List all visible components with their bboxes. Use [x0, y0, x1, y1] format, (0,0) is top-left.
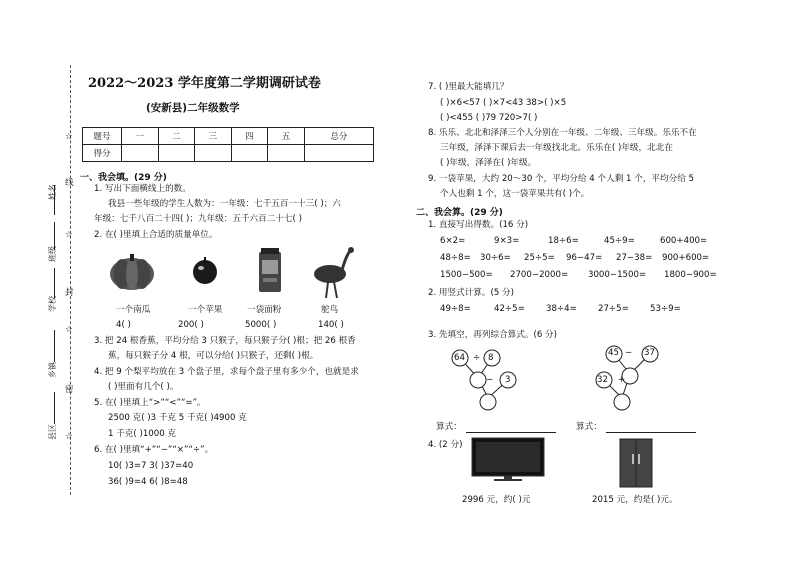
- fridge-image: [618, 438, 654, 488]
- q1-text: 1. 写出下面横线上的数。: [94, 184, 191, 194]
- vertical-1[interactable]: 42÷5=: [494, 304, 525, 314]
- q2-text: 2. 在( )里填上合适的质量单位。: [94, 230, 218, 240]
- score-input-3[interactable]: [195, 145, 232, 162]
- score-cell-3: 三: [195, 128, 232, 145]
- score-cell-total: 总分: [304, 128, 373, 145]
- score-input-4[interactable]: [231, 145, 268, 162]
- item-pumpkin-name: 一个南瓜: [116, 305, 151, 315]
- tree2-c: 32: [597, 375, 608, 385]
- item-apple-value[interactable]: 200( ): [178, 320, 204, 330]
- tree2-op1: −: [625, 348, 633, 358]
- flour-bag-image: [257, 248, 283, 294]
- item-flour-value[interactable]: 5000( ): [245, 320, 277, 330]
- tree2-a: 45: [608, 348, 619, 358]
- q5-text: 5. 在( )里填上“>”“<”“=”。: [94, 398, 206, 408]
- q5-line2: 1 千克( )1000 克: [108, 429, 177, 439]
- school-blank[interactable]: [54, 268, 56, 298]
- calc-0-0[interactable]: 6×2=: [440, 236, 466, 246]
- score-input-5[interactable]: [268, 145, 305, 162]
- q6-line1: 10( )3=7 3( )37=40: [108, 461, 194, 471]
- seal-char-seal: 封: [65, 288, 74, 298]
- q5-line1: 2500 克( )3 千克 5 千克( )4900 克: [108, 413, 247, 423]
- calc-1-3[interactable]: 96−47=: [566, 253, 603, 263]
- score-cell-1: 一: [122, 128, 159, 145]
- q4-line2: ( )里面有几个( )。: [108, 382, 179, 392]
- item-flour-name: 一袋面粉: [247, 305, 282, 315]
- tv-image: [470, 436, 546, 482]
- score-cell-4: 四: [231, 128, 268, 145]
- tree2-op2: +: [618, 375, 626, 385]
- q3-line1: 3. 把 24 根香蕉，平均分给 3 只猴子，每只猴子分( )根；把 26 根香: [94, 336, 356, 346]
- seal-star-3: ☆: [65, 325, 73, 335]
- seal-star-2: ☆: [65, 230, 73, 240]
- calc-2-1[interactable]: 2700−2000=: [510, 270, 569, 280]
- q6-line2: 36( )9=4 6( )8=48: [108, 477, 188, 487]
- q8-line1: 8. 乐乐、北北和泽泽三个人分别在一年级、二年级、三年级。乐乐不在: [428, 128, 697, 138]
- score-table: [82, 127, 374, 162]
- margin-label-county: 县区: [48, 424, 57, 440]
- q3-line2: 蕉，每只猴子分 4 根，可以分给( )只猴子，还剩( )根。: [108, 351, 319, 361]
- tree1-a: 64: [454, 353, 465, 363]
- tree1-b: 8: [488, 353, 494, 363]
- item-ostrich-name: 鸵鸟: [321, 305, 339, 315]
- calc-0-1[interactable]: 9×3=: [494, 236, 520, 246]
- s2-q4-text: 4. (2 分): [428, 440, 463, 450]
- apple-image: [190, 255, 220, 285]
- formula-label-2: 算式：: [576, 422, 602, 432]
- name-blank[interactable]: [54, 185, 56, 215]
- margin-label-name: 姓名: [48, 184, 57, 200]
- tree1-c: 3: [505, 375, 511, 385]
- q4-line1: 4. 把 9 个梨平均放在 3 个盘子里，求每个盘子里有多少个，也就是求: [94, 367, 359, 377]
- seal-star-4: ☆: [65, 432, 73, 442]
- q9-line2: 个人也剩 1 个，这一袋苹果共有( )个。: [440, 189, 590, 199]
- calc-1-5[interactable]: 900+600=: [662, 253, 710, 263]
- score-input-1[interactable]: [122, 145, 159, 162]
- item-pumpkin-value[interactable]: 4( ): [116, 320, 131, 330]
- calc-2-2[interactable]: 3000−1500=: [588, 270, 647, 280]
- tree1-op1: ÷: [473, 353, 481, 363]
- calc-2-0[interactable]: 1500−500=: [440, 270, 493, 280]
- calc-0-4[interactable]: 600+400=: [660, 236, 708, 246]
- margin-label-town: 乡镇: [48, 362, 57, 378]
- s2-q3-text: 3. 先填空，再列综合算式。(6 分): [428, 330, 557, 340]
- binding-line: [70, 65, 71, 495]
- score-cell-5: 五: [268, 128, 305, 145]
- score-cell-2: 二: [158, 128, 195, 145]
- vertical-2[interactable]: 38÷4=: [546, 304, 577, 314]
- seal-star-1: ☆: [65, 132, 73, 142]
- q9-line1: 9. 一袋苹果，大约 20～30 个，平均分给 4 个人剩 1 个，平均分给 5: [428, 174, 694, 184]
- calc-0-3[interactable]: 45÷9=: [604, 236, 635, 246]
- section2-heading: 二、我会算。(29 分): [416, 208, 503, 218]
- s2-q1-text: 1. 直接写出得数。(16 分): [428, 220, 529, 230]
- calc-0-2[interactable]: 18÷6=: [548, 236, 579, 246]
- formula-blank-2[interactable]: [606, 432, 696, 433]
- vertical-0[interactable]: 49÷8=: [440, 304, 471, 314]
- q1-line1: 我县一些年级的学生人数为：一年级：七千五百一十三( )；六: [108, 199, 341, 209]
- score-row-label: 得分: [83, 145, 122, 162]
- margin-label-school: 学校: [48, 296, 57, 312]
- exam-subtitle: (安新县)二年级数学: [146, 102, 240, 114]
- score-table-header-row: [83, 128, 374, 145]
- pumpkin-image: [108, 250, 156, 292]
- item-ostrich-value[interactable]: 140( ): [318, 320, 344, 330]
- s2-q2-text: 2. 用竖式计算。(5 分): [428, 288, 514, 298]
- vertical-3[interactable]: 27÷5=: [598, 304, 629, 314]
- q8-line3: ( )年级，泽泽在( )年级。: [440, 158, 537, 168]
- seal-char-secret: 密: [65, 385, 74, 395]
- calc-1-1[interactable]: 30÷6=: [480, 253, 511, 263]
- fridge-caption: 2015 元，约是( )元。: [592, 495, 678, 505]
- town-blank[interactable]: [54, 330, 56, 362]
- margin-label-class: 班级: [48, 246, 57, 262]
- ostrich-image: [312, 246, 358, 300]
- tree2-b: 37: [644, 348, 655, 358]
- q7-line2: ( )<455 ( )79 720>7( ): [440, 113, 538, 123]
- score-table-score-row: [83, 145, 374, 162]
- q8-line2: 三年级，泽泽下课后去一年级找北北。乐乐在( )年级，北北在: [440, 143, 673, 153]
- vertical-4[interactable]: 53÷9=: [650, 304, 681, 314]
- q6-text: 6. 在( )里填“+”“−”“×”“÷”。: [94, 445, 214, 455]
- formula-label-1: 算式：: [436, 422, 462, 432]
- tree1-op2: −: [486, 375, 494, 385]
- score-input-total[interactable]: [304, 145, 373, 162]
- tv-caption: 2996 元，约( )元: [462, 495, 531, 505]
- q7-text: 7. ( )里最大能填几？: [428, 82, 509, 92]
- calc-2-3[interactable]: 1800−900=: [664, 270, 717, 280]
- calc-1-2[interactable]: 25÷5=: [524, 253, 555, 263]
- item-apple-name: 一个苹果: [188, 305, 223, 315]
- seal-char-line: 线: [65, 178, 74, 188]
- class-blank[interactable]: [54, 222, 56, 250]
- calc-1-4[interactable]: 27−38=: [616, 253, 653, 263]
- score-cell-label: 题号: [83, 128, 122, 145]
- formula-blank-1[interactable]: [466, 432, 556, 433]
- section1-heading: 一、我会填。(29 分): [80, 173, 167, 183]
- score-input-2[interactable]: [158, 145, 195, 162]
- q1-line2: 年级：七千八百二十四( )；九年级：五千六百二十七( ): [94, 214, 302, 224]
- exam-title: 2022～2023 学年度第二学期调研试卷: [88, 76, 321, 91]
- county-blank[interactable]: [54, 392, 56, 424]
- calc-1-0[interactable]: 48÷8=: [440, 253, 471, 263]
- q7-line1: ( )×6<57 ( )×7<43 38>( )×5: [440, 98, 567, 108]
